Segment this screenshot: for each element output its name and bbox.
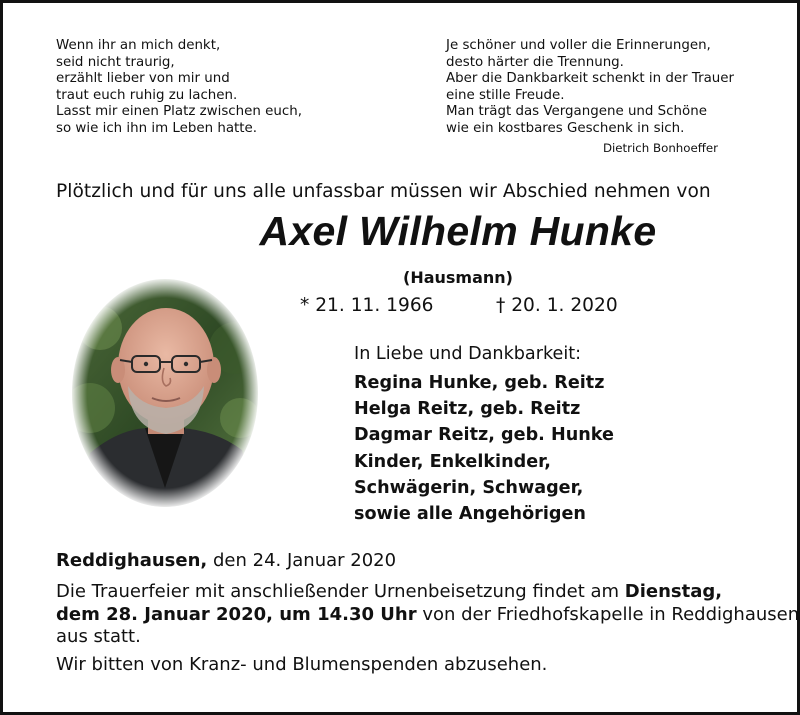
poem-line: desto härter die Trennung. xyxy=(446,54,624,70)
birth-date: * 21. 11. 1966 xyxy=(300,295,434,316)
poem-line: so wie ich ihn im Leben hatte. xyxy=(56,120,258,136)
poem-line: Aber die Dankbarkeit schenkt in der Trauer xyxy=(446,71,735,87)
poem-line: seid nicht traurig, xyxy=(56,54,175,70)
portrait-photo xyxy=(70,278,260,508)
family-member: sowie alle Angehörigen xyxy=(354,504,586,525)
poem-left xyxy=(56,38,302,138)
family-member: Dagmar Reitz, geb. Hunke xyxy=(354,425,614,446)
poem-line: Man trägt das Vergangene und Schöne xyxy=(446,104,707,120)
poem-line: Wenn ihr an mich denkt, xyxy=(56,38,221,53)
poem-line: traut euch ruhig zu lachen. xyxy=(56,87,238,103)
poem-author: Dietrich Bonhoeffer xyxy=(602,140,718,155)
flower-request: Wir bitten von Kranz- und Blumenspenden abzusehen. xyxy=(56,654,548,675)
family-member: Regina Hunke, geb. Reitz xyxy=(354,373,605,393)
family-member: Kinder, Enkelkinder, xyxy=(354,451,551,472)
ceremony-text: von der Friedhofskapelle in Reddighausen xyxy=(416,603,800,625)
ceremony-weekday: Dienstag, xyxy=(624,581,723,602)
poem-right xyxy=(446,38,734,156)
deceased-occupation: (Hausmann) xyxy=(403,268,513,287)
notice-date: den 24. Januar 2020 xyxy=(212,550,397,571)
death-date: † 20. 1. 2020 xyxy=(496,295,618,316)
intro-text: Plötzlich und für uns alle unfassbar müssen wir Abschied nehmen von xyxy=(56,181,711,202)
poem-line: Lasst mir einen Platz zwischen euch, xyxy=(56,104,302,120)
ceremony-line-2 xyxy=(56,603,800,627)
ceremony-line-1 xyxy=(56,581,756,604)
family-heading: In Liebe und Dankbarkeit: xyxy=(354,344,582,364)
poem-line: erzählt lieber von mir und xyxy=(56,71,230,87)
place-date xyxy=(56,550,396,571)
family-member: Schwägerin, Schwager, xyxy=(354,477,584,498)
family-member: Helga Reitz, geb. Reitz xyxy=(354,399,581,420)
poem-line: Je schöner und voller die Erinnerungen, xyxy=(446,38,711,53)
ceremony-text: Die Trauerfeier mit anschließender Urnenbeisetzung findet am xyxy=(56,581,625,602)
poem-line: wie ein kostbares Geschenk in sich. xyxy=(446,120,685,136)
deceased-name: Axel Wilhelm Hunke xyxy=(259,208,657,254)
place: Reddighausen, xyxy=(56,550,208,571)
poem-line: eine stille Freude. xyxy=(446,87,565,103)
ceremony-line-3: aus statt. xyxy=(56,626,141,648)
ceremony-datetime: dem 28. Januar 2020, um 14.30 Uhr xyxy=(56,603,417,625)
ceremony-info xyxy=(56,581,800,649)
family-block xyxy=(354,344,614,527)
